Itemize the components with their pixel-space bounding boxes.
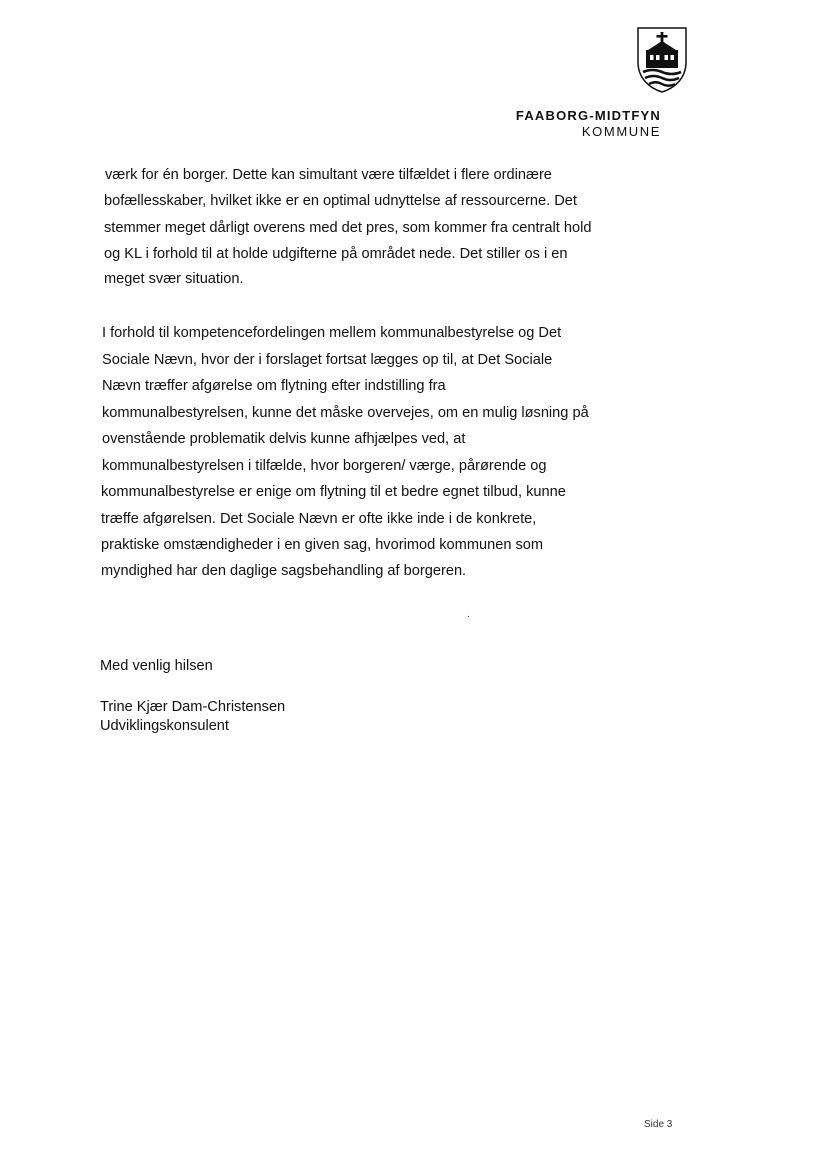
paragraph-line: myndighed har den daglige sagsbehandling af borgeren. <box>101 563 467 579</box>
paragraph-line: Nævn træffer afgørelse om flytning efter indstilling fra <box>102 378 446 394</box>
paragraph-line: kommunalbestyrelsen, kunne det måske overvejes, om en mulig løsning på <box>102 405 589 421</box>
paragraph-line: I forhold til kompetencefordelingen mellem kommunalbestyrelse og Det <box>102 325 562 341</box>
paragraph-line: træffe afgørelsen. Det Sociale Nævn er ofte ikke inde i de konkrete, <box>101 511 537 527</box>
municipality-name-line2: KOMMUNE <box>581 124 661 139</box>
coat-of-arms-icon <box>635 26 689 94</box>
paragraph-line: bofællesskaber, hvilket ikke er en optimal udnyttelse af ressourcerne. Det <box>104 193 577 209</box>
municipality-name <box>516 108 661 140</box>
signatory-name: Trine Kjær Dam-Christensen <box>100 699 286 715</box>
paragraph-line: ovenstående problematik delvis kunne afhjælpes ved, at <box>102 431 466 447</box>
paragraph-line: værk for én borger. Dette kan simultant være tilfældet i flere ordinære <box>105 167 552 183</box>
page-number: Side 3 <box>644 1119 673 1130</box>
signatory-title: Udviklingskonsulent <box>100 718 229 734</box>
paragraph-line: og KL i forhold til at holde udgifterne på området nede. Det stiller os i en <box>104 246 568 262</box>
stray-mark: . <box>467 609 470 620</box>
paragraph-line: praktiske omstændigheder i en given sag, hvorimod kommunen som <box>101 537 544 553</box>
paragraph-line: Sociale Nævn, hvor der i forslaget fortsat lægges op til, at Det Sociale <box>102 352 553 368</box>
municipality-name-line1: FAABORG-MIDTFYN <box>515 108 661 123</box>
paragraph-line: kommunalbestyrelsen i tilfælde, hvor borgeren/ værge, pårørende og <box>102 458 547 474</box>
closing-greeting: Med venlig hilsen <box>100 658 213 674</box>
paragraph-line: meget svær situation. <box>104 271 244 287</box>
paragraph-line: kommunalbestyrelse er enige om flytning til et bedre egnet tilbud, kunne <box>101 484 566 500</box>
paragraph-line: stemmer meget dårligt overens med det pres, som kommer fra centralt hold <box>104 220 592 236</box>
